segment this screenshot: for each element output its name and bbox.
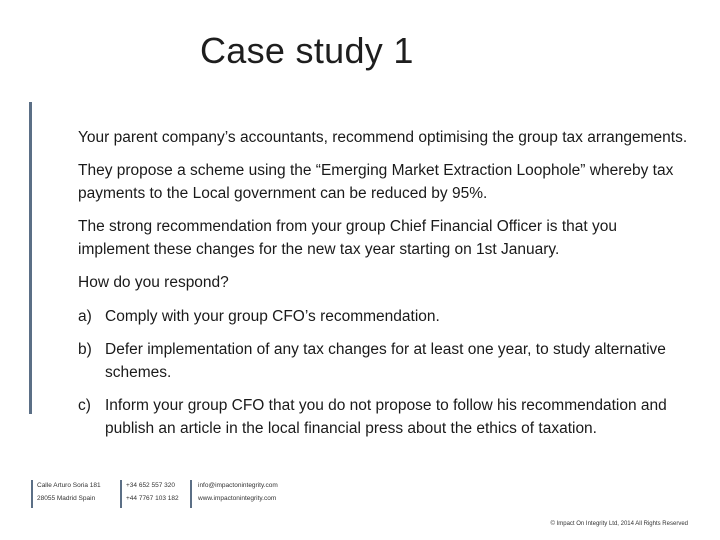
option-b (78, 338, 690, 384)
options-list (78, 305, 690, 440)
address-line-2: 28055 Madrid Spain (37, 495, 96, 502)
option-b-marker: b) (78, 341, 92, 358)
footer-phones (126, 479, 179, 505)
option-a-marker: a) (78, 308, 92, 325)
email-link[interactable]: info@impactonintegrity.com (198, 482, 278, 489)
question: How do you respond? (78, 274, 229, 291)
footer-contacts (198, 479, 278, 505)
option-c-text: Inform your group CFO that you do not propose to follow his recommendation and publish an article in the local financial press about the ethics of taxation. (105, 397, 667, 437)
phone-1: +34 652 557 320 (126, 482, 175, 489)
footer (0, 476, 720, 540)
footer-address (37, 479, 101, 505)
slide-body (78, 126, 690, 450)
phone-2: +44 7767 103 182 (126, 495, 179, 502)
copyright: © Impact On Integrity Ltd, 2014 All Rights Reserved (550, 521, 688, 527)
option-a (78, 305, 690, 328)
option-b-text: Defer implementation of any tax changes for at least one year, to study alternative schemes. (105, 341, 666, 381)
website-link[interactable]: www.impactonintegrity.com (198, 495, 277, 502)
footer-divider (31, 480, 33, 508)
slide-title: Case study 1 (200, 30, 414, 71)
paragraph-scheme: They propose a scheme using the “Emerging Market Extraction Loophole” whereby tax payments to the Local government can be reduced by 95%. (78, 162, 674, 202)
option-a-text: Comply with your group CFO’s recommendation. (105, 308, 440, 325)
option-c (78, 394, 690, 440)
address-line-1: Calle Arturo Soria 181 (37, 482, 101, 489)
accent-bar (29, 102, 32, 414)
footer-divider (120, 480, 122, 508)
option-c-marker: c) (78, 397, 91, 414)
paragraph-accountants: Your parent company’s accountants, recommend optimising the group tax arrangements. (78, 129, 688, 146)
footer-divider (190, 480, 192, 508)
paragraph-cfo: The strong recommendation from your group Chief Financial Officer is that you implement these changes for the new tax year starting on 1st January. (78, 218, 618, 258)
